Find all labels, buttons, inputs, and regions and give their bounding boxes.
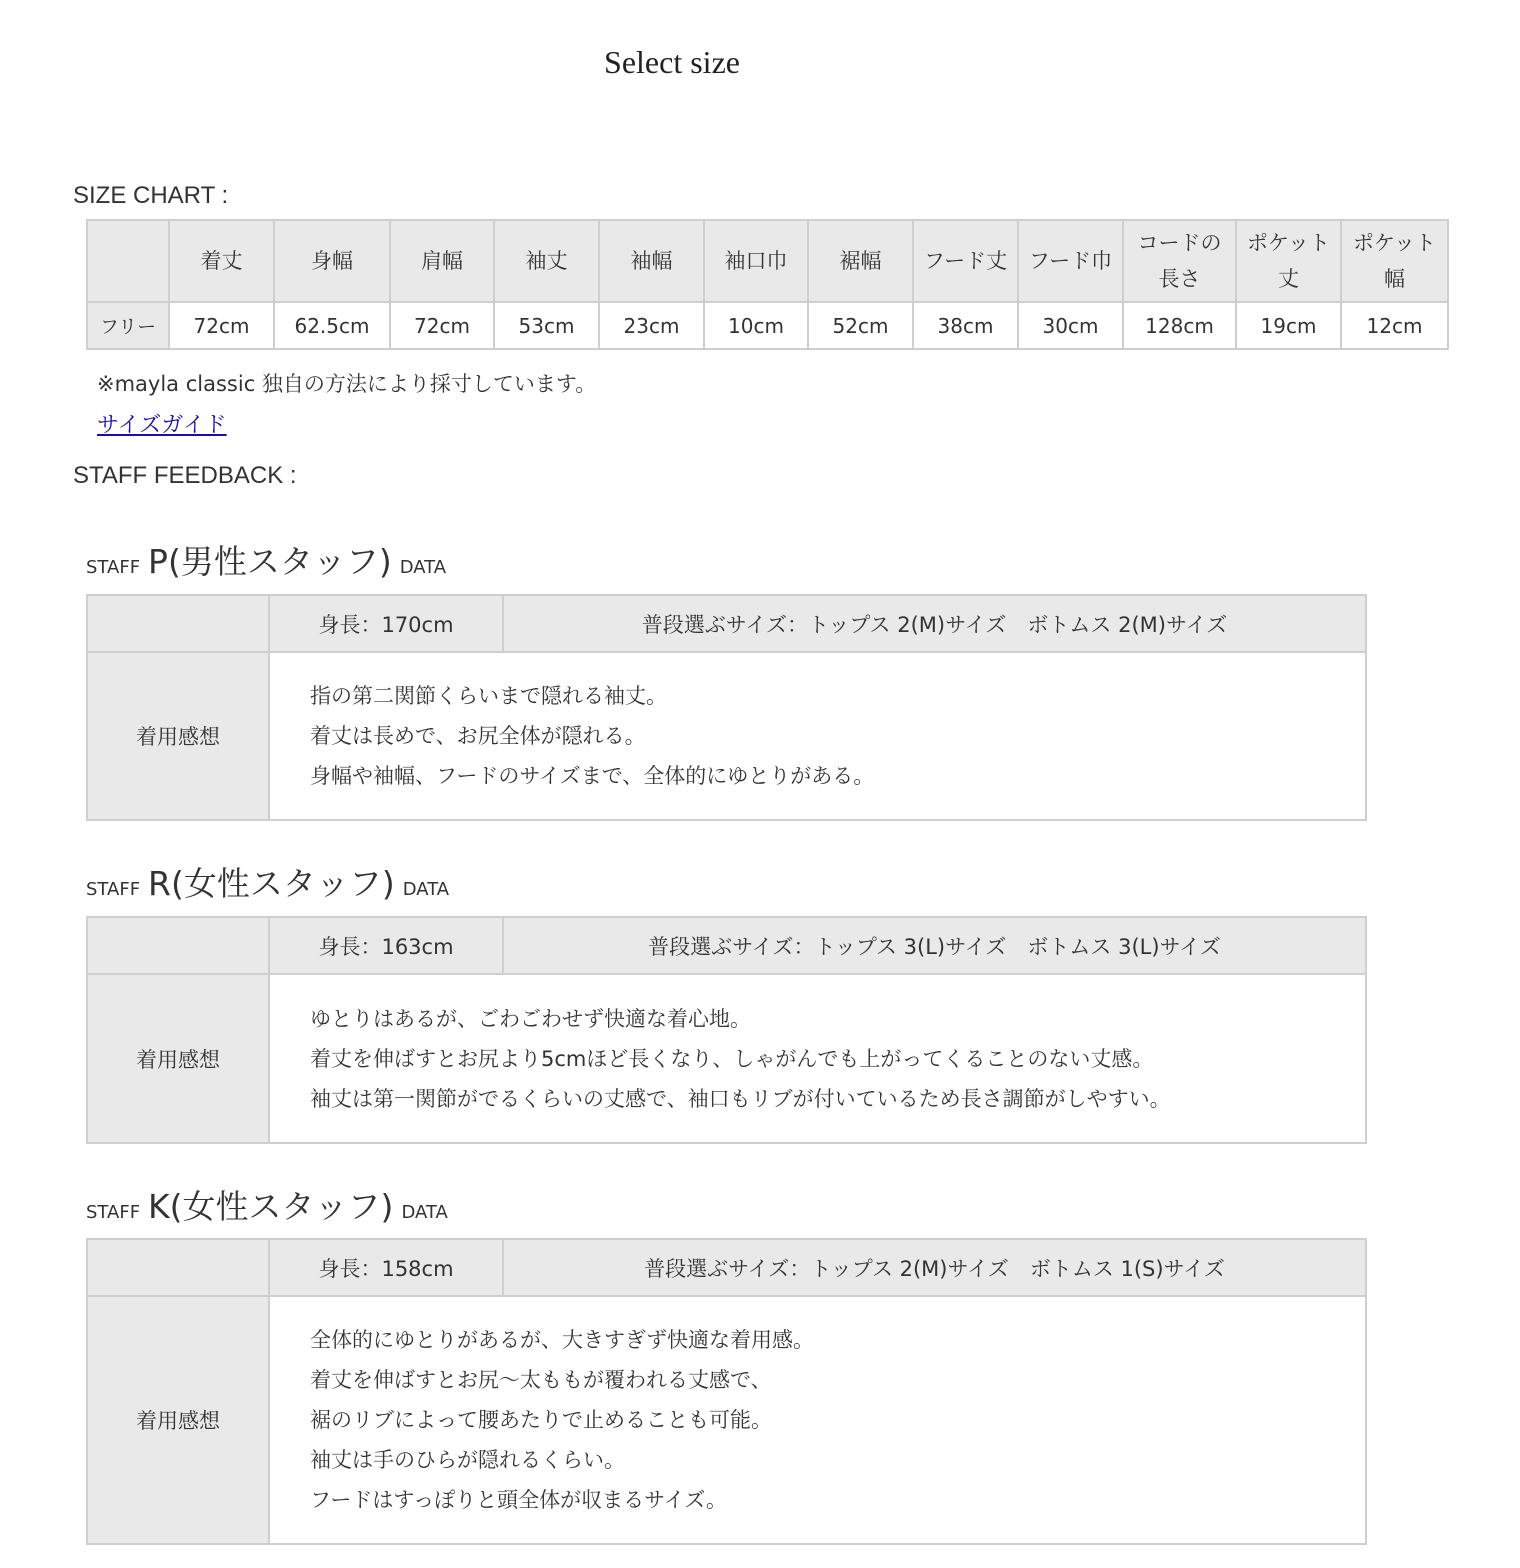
impression-line: 指の第二関節くらいまで隠れる袖丈。 bbox=[310, 684, 667, 708]
size-chart-header-line: コードの bbox=[1137, 231, 1222, 255]
impression-line: フードはすっぽりと頭全体が収まるサイズ。 bbox=[310, 1488, 728, 1512]
size-chart-cell: 52cm bbox=[808, 302, 913, 349]
staff-prefix: STAFF bbox=[86, 557, 141, 578]
size-chart-cell: 128cm bbox=[1123, 302, 1236, 349]
size-chart-cell: 53cm bbox=[494, 302, 599, 349]
staff-suffix: DATA bbox=[401, 1202, 448, 1223]
size-chart-cell: 62.5cm bbox=[274, 302, 390, 349]
staff-impression-row bbox=[87, 652, 1366, 820]
staff-usual-size: 普段選ぶサイズ：トップス 2(M)サイズ ボトムス 2(M)サイズ bbox=[503, 595, 1366, 652]
staff-feedback-label: STAFF FEEDBACK : bbox=[73, 462, 297, 489]
size-chart-header bbox=[1236, 220, 1341, 302]
impression-line: 身幅や袖幅、フードのサイズまで、全体的にゆとりがある。 bbox=[310, 764, 875, 788]
size-chart-cell: 23cm bbox=[599, 302, 704, 349]
size-chart-header-line: 長さ bbox=[1158, 267, 1201, 291]
impression-line: 袖丈は第一関節がでるくらいの丈感で、袖口もリブが付いているため長さ調節がしやすい。 bbox=[310, 1086, 1171, 1111]
size-chart-header-line: 幅 bbox=[1384, 267, 1405, 291]
staff-impression-row bbox=[87, 1296, 1366, 1544]
size-chart-row-free bbox=[87, 302, 1448, 349]
size-chart-row-label: フリー bbox=[87, 302, 169, 349]
staff-impression-row bbox=[87, 974, 1366, 1143]
staff-corner-cell bbox=[87, 595, 269, 652]
page-title: Select size bbox=[604, 44, 740, 80]
staff-name: K(女性スタッフ) bbox=[148, 1187, 394, 1226]
impression-text bbox=[269, 1296, 1366, 1544]
size-chart-header: 身幅 bbox=[274, 220, 390, 302]
staff-data-table bbox=[86, 1238, 1367, 1545]
impression-line: 着丈を伸ばすとお尻より5cmほど長くなり、しゃがんでも上がってくることのない丈感。 bbox=[310, 1046, 1154, 1071]
staff-header-row bbox=[87, 917, 1366, 974]
size-chart-header: 袖丈 bbox=[494, 220, 599, 302]
size-chart-cell: 72cm bbox=[169, 302, 274, 349]
staff-prefix: STAFF bbox=[86, 879, 141, 900]
staff-corner-cell bbox=[87, 917, 269, 974]
impression-label: 着用感想 bbox=[87, 974, 269, 1143]
size-chart-header: フード丈 bbox=[913, 220, 1018, 302]
staff-data-table bbox=[86, 594, 1367, 821]
impression-text bbox=[269, 974, 1366, 1143]
size-chart-header-line: ポケット bbox=[1247, 231, 1330, 255]
staff-usual-size: 普段選ぶサイズ：トップス 3(L)サイズ ボトムス 3(L)サイズ bbox=[503, 917, 1366, 974]
staff-title bbox=[86, 858, 449, 905]
impression-label: 着用感想 bbox=[87, 1296, 269, 1544]
size-chart-header: 裾幅 bbox=[808, 220, 913, 302]
staff-title bbox=[86, 1181, 448, 1228]
size-chart-cell: 10cm bbox=[704, 302, 808, 349]
staff-suffix: DATA bbox=[399, 557, 447, 578]
size-chart-cell: 12cm bbox=[1341, 302, 1448, 349]
impression-line: 着丈は長めで、お尻全体が隠れる。 bbox=[310, 724, 646, 748]
size-chart-cell: 72cm bbox=[390, 302, 494, 349]
staff-title bbox=[86, 536, 446, 583]
staff-data-table bbox=[86, 916, 1367, 1144]
size-chart-header bbox=[1123, 220, 1236, 302]
measurement-note: ※mayla classic 独自の方法により採寸しています。 bbox=[97, 372, 597, 396]
staff-name: P(男性スタッフ) bbox=[148, 542, 392, 581]
staff-usual-size: 普段選ぶサイズ：トップス 2(M)サイズ ボトムス 1(S)サイズ bbox=[503, 1239, 1366, 1296]
impression-line: 全体的にゆとりがあるが、大きすぎず快適な着用感。 bbox=[310, 1328, 814, 1352]
size-chart-header: 着丈 bbox=[169, 220, 274, 302]
size-chart-header-line: 丈 bbox=[1278, 267, 1299, 291]
size-chart-header: 袖口巾 bbox=[704, 220, 808, 302]
staff-header-row bbox=[87, 1239, 1366, 1296]
staff-prefix: STAFF bbox=[86, 1202, 141, 1223]
size-chart-header: 肩幅 bbox=[390, 220, 494, 302]
staff-header-row bbox=[87, 595, 1366, 652]
impression-label: 着用感想 bbox=[87, 652, 269, 820]
size-chart-label: SIZE CHART : bbox=[73, 182, 229, 209]
size-chart-header: フード巾 bbox=[1018, 220, 1123, 302]
staff-height: 身長：170cm bbox=[269, 595, 503, 652]
staff-name: R(女性スタッフ) bbox=[148, 864, 395, 903]
size-chart-header-row bbox=[87, 220, 1448, 302]
staff-height: 身長：158cm bbox=[269, 1239, 503, 1296]
staff-suffix: DATA bbox=[402, 879, 450, 900]
size-guide-link[interactable]: サイズガイド bbox=[97, 413, 227, 438]
size-chart-header-line: ポケット bbox=[1353, 231, 1436, 255]
impression-line: 袖丈は手のひらが隠れるくらい。 bbox=[310, 1448, 625, 1472]
size-chart-table bbox=[86, 219, 1449, 350]
size-chart-cell: 38cm bbox=[913, 302, 1018, 349]
size-chart-cell: 30cm bbox=[1018, 302, 1123, 349]
impression-line: 着丈を伸ばすとお尻〜太ももが覆われる丈感で、 bbox=[310, 1368, 772, 1392]
staff-height: 身長：163cm bbox=[269, 917, 503, 974]
size-chart-cell: 19cm bbox=[1236, 302, 1341, 349]
size-chart-corner-cell bbox=[87, 220, 169, 302]
impression-text bbox=[269, 652, 1366, 820]
size-chart-header bbox=[1341, 220, 1448, 302]
impression-line: 裾のリブによって腰あたりで止めることも可能。 bbox=[310, 1408, 772, 1432]
staff-corner-cell bbox=[87, 1239, 269, 1296]
impression-line: ゆとりはあるが、ごわごわせず快適な着心地。 bbox=[310, 1006, 751, 1031]
size-chart-header: 袖幅 bbox=[599, 220, 704, 302]
